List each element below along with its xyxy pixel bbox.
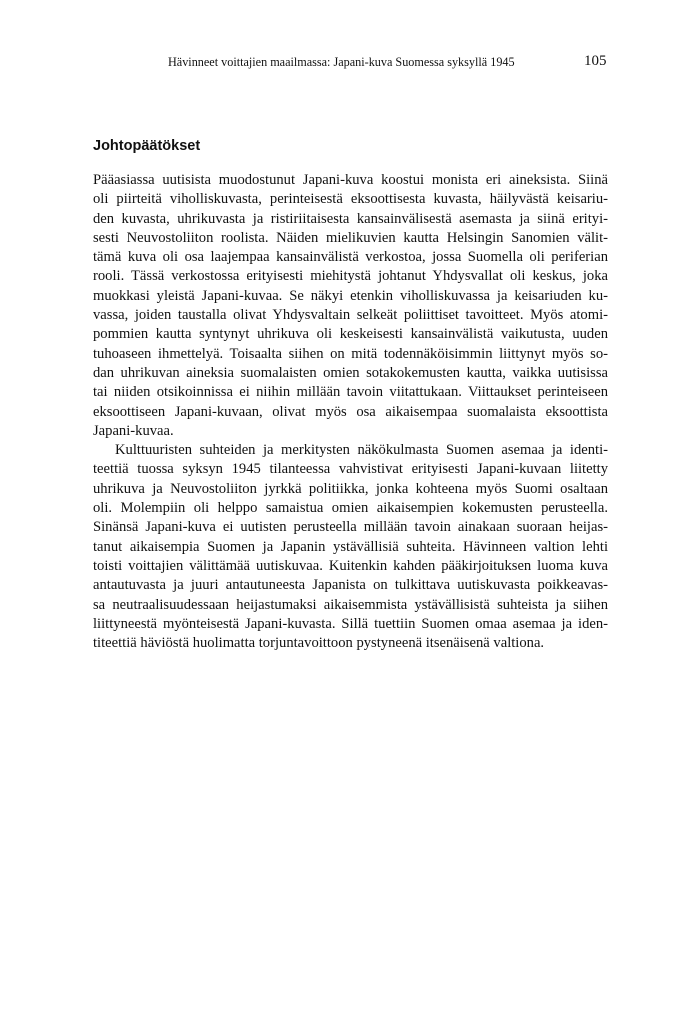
paragraph-2 [93, 441, 608, 653]
text-line: dan uhrikuvan aineksia suomalaisten omien sotakokemusten kautta, vaikka uutisissa [93, 364, 608, 381]
text-line: rooli. Tässä verkostossa erityisesti miehitystä johtanut Yhdysvallat oli keskus, joka [93, 268, 608, 285]
text-line: pommien kautta syntynyt uhrikuva oli keskeisesti kansainvälistä vaikutusta, uuden [93, 326, 608, 343]
text-line: liittyneestä myönteisestä Japani-kuvasta. Sillä tuettiin Suomen omaa asemaa ja iden- [93, 615, 608, 632]
running-header [0, 54, 700, 74]
body-text [93, 171, 608, 653]
text-line: antautuvasta ja juuri antautuneesta Japanista on tulkittava uutiskuvasta poikkeavas- [93, 577, 608, 594]
text-line: tuhoaseen ihmettelyä. Toisaalta siihen on mitä todennäköisimmin liittynyt myös so- [93, 345, 608, 362]
text-line: teettiä tuossa syksyn 1945 tilanteessa vahvistivat erityisesti Japani-kuvaan liitetty [93, 461, 608, 478]
text-line: Kulttuuristen suhteiden ja merkitysten näkökulmasta Suomen asemaa ja identi- [115, 442, 608, 459]
section-heading: Johtopäätökset [93, 138, 201, 154]
text-line: titeettiä häviöstä huolimatta torjuntavoittoon pystyneenä itsenäisenä valtiona. [93, 635, 545, 652]
text-line: muokkasi yleistä Japani-kuvaa. Se näkyi etenkin viholliskuvassa ja keisariuden ku- [93, 287, 608, 304]
text-line: vassa, joiden taustalla olivat Yhdysvaltain selkeät poliittiset tavoitteet. Myös atomi- [93, 307, 608, 324]
paragraph-1 [93, 171, 608, 441]
text-line: Japani-kuvaa. [93, 422, 174, 439]
text-line: uhrikuva ja Neuvostoliiton jyrkkä politiikka, jonka kohteena myös Suomi osaltaan [93, 480, 608, 497]
text-line: den kuvasta, uhrikuvasta ja ristiriitaisesta kansainvälisestä asemasta ja siinä erityi- [93, 210, 608, 227]
text-line: tai niiden otsikoinnissa ei niihin millään tavoin viitattukaan. Viittaukset perinteiseen [93, 384, 608, 401]
text-line: toisti voittajien välittämää uutiskuvaa. Kuitenkin kahden pääkirjoituksen luoma kuva [93, 557, 608, 574]
text-line: oli piirteitä viholliskuvasta, perinteisestä eksoottisesta kuvasta, häilyvästä keisariu- [93, 191, 608, 208]
text-line: Sinänsä Japani-kuva ei uutisten perusteella millään tavoin ainakaan suoraan heijas- [93, 519, 608, 536]
text-line: eksoottiseen Japani-kuvaan, olivat myös osa aikaisempaa suomalaista eksoottista [93, 403, 608, 420]
page-number: 105 [584, 53, 607, 69]
text-line: sa neutraalisuudessaan heijastumaksi aikaisemmista ystävällisistä suhteista ja siihen [93, 596, 608, 613]
text-line: oli. Molempiin oli helppo samaistua omien aikaisempien kokemusten perusteella. [93, 500, 608, 517]
running-title: Hävinneet voittajien maailmassa: Japani-kuva Suomessa syksyllä 1945 [168, 55, 515, 69]
text-line: Pääasiassa uutisista muodostunut Japani-kuva koostui monista eri aineksista. Siinä [93, 172, 608, 188]
text-line: sesti Neuvostoliiton roolista. Näiden mielikuvien kautta Helsingin Sanomien välit- [93, 229, 608, 246]
text-line: tämä kuva oli osa laajempaa kansainvälistä verkostoa, jossa Suomella oli periferian [93, 249, 608, 266]
text-line: tanut aikaisempia Suomen ja Japanin ystävällisiä suhteita. Hävinneen valtion lehti [93, 538, 608, 555]
